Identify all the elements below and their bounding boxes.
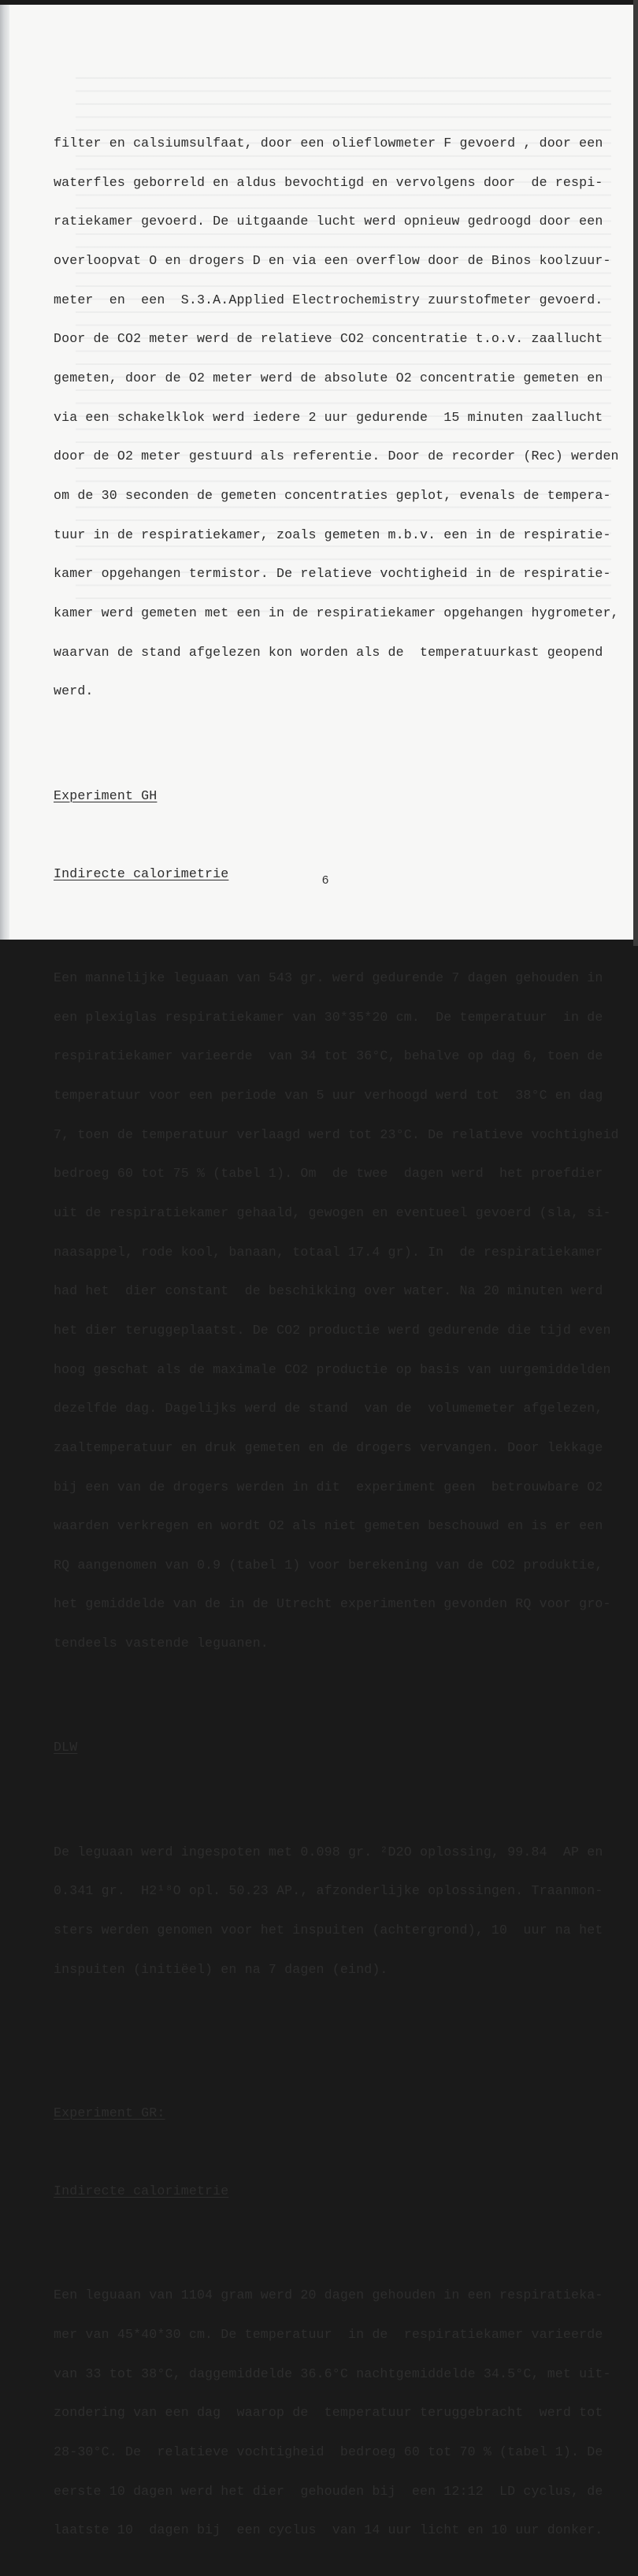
dlw-paragraph	[54, 1820, 621, 2003]
spacer	[54, 2146, 621, 2159]
text-line: eerste 10 dagen werd het dier gehouden bij een 12:12 LD cyclus, de	[54, 2483, 603, 2499]
text-line: waarden verkregen en wordt O2 als niet gemeten beschouwd en is er een	[54, 1518, 603, 1534]
text-line: 7, toen de temperatuur verlaagd werd tot 23°C. De relatieve vochtigheid	[54, 1126, 619, 1142]
section-heading-gh	[54, 787, 621, 803]
text-line: 0.341 gr. H2¹⁸O opl. 50.23 AP., afzonderlijke oplossingen. Traanmon-	[54, 1883, 603, 1899]
subheading-gr-calorimetry	[54, 2185, 621, 2198]
spacer	[54, 828, 621, 842]
text-line: had het dier constant de beschikking over water. Na 20 minuten werd	[54, 1283, 603, 1299]
text-line: tuur in de respiratiekamer, zoals gemeten m.b.v. een in de respiratie-	[54, 527, 611, 542]
text-line: Een mannelijke leguaan van 543 gr. werd gedurende 7 dagen gehouden in	[54, 970, 603, 986]
text-line: bij een van de drogers werden in dit experiment geen betrouwbare O2	[54, 1479, 603, 1495]
text-line: 28-30°C. De relatieve vochtigheid bedroeg 60 tot 70 % (tabel 1). De	[54, 2444, 603, 2459]
subheading-gh-calorimetry	[54, 865, 621, 881]
text-line: door de O2 meter gestuurd als referentie. Door de recorder (Rec) werden	[54, 449, 619, 464]
intro-paragraph	[54, 111, 621, 724]
spacer	[54, 2028, 621, 2042]
text-line: filter en calsiumsulfaat, door een olieflowmeter F gevoerd , door een	[54, 136, 603, 151]
text-line: om de 30 seconden de gemeten concentraties geplot, evenals de tempera-	[54, 487, 611, 503]
scan-border-right	[633, 0, 638, 946]
gr-paragraph	[54, 2263, 621, 2563]
section-heading-gr	[54, 2107, 621, 2120]
text-line: respiratiekamer varieerde van 34 tot 36°C, behalve op dag 6, toen de	[54, 1048, 603, 1064]
text-line: werd.	[54, 683, 94, 699]
text-line: waarvan de stand afgelezen kon worden als de temperatuurkast geopend	[54, 644, 603, 660]
heading-text: Experiment GH	[54, 787, 158, 803]
document-body	[54, 85, 621, 2576]
text-line: Door de CO2 meter werd de relatieve CO2 concentratie t.o.v. zaallucht	[54, 331, 603, 347]
text-line: overloopvat O en drogers D en via een overflow door de Binos koolzuur-	[54, 253, 611, 269]
text-line: een plexiglas respiratiekamer van 30*35*20 cm. De temperatuur in de	[54, 1009, 603, 1025]
text-line: tendeels vastende leguanen.	[54, 1636, 269, 1651]
text-line: hoog geschat als de maximale CO2 productie op basis van uurgemiddelden	[54, 1361, 611, 1377]
text-line: via een schakelklok werd iedere 2 uur gedurende 15 minuten zaallucht	[54, 409, 603, 425]
text-line: kamer opgehangen termistor. De relatieve vochtigheid in de respiratie-	[54, 566, 611, 582]
text-line: dezelfde dag. Dagelijks werd de stand van de volumemeter afgelezen,	[54, 1401, 603, 1416]
subheading-text: Indirecte calorimetrie	[54, 865, 229, 881]
subheading-text: Indirecte calorimetrie	[54, 2183, 229, 2199]
heading-text: DLW	[54, 1740, 78, 1755]
page-number: 6	[321, 873, 329, 887]
gh-paragraph	[54, 946, 621, 1677]
text-line: uit de respiratiekamer gehaald, gewogen en eventueel gevoerd (sla, si-	[54, 1205, 611, 1221]
text-line: De leguaan werd ingespoten met 0.098 gr. ²D2O oplossing, 99.84 AP en	[54, 1844, 603, 1859]
text-line: van 33 tot 38°C, daggemiddelde 36.6°C nachtgemiddelde 34.5°C, met uit-	[54, 2366, 611, 2381]
text-line: RQ aangenomen van 0.9 (tabel 1) voor berekening van de CO2 produktie,	[54, 1557, 603, 1573]
spacer	[54, 1703, 621, 1716]
text-line: laatste 10 dagen bij een cyclus van 14 uur licht en 10 uur donker.	[54, 2522, 603, 2538]
text-line: naasappel, rode kool, banaan, totaal 17.4 gr). In de respiratiekamer	[54, 1244, 603, 1260]
text-line: temperatuur voor een periode van 5 uur verhoogd werd tot 38°C en dag	[54, 1088, 603, 1104]
spacer	[54, 750, 621, 764]
spacer	[54, 2224, 621, 2238]
text-line: meter en een S.3.A.Applied Electrochemistry zuurstofmeter gevoerd.	[54, 292, 603, 307]
text-line: ratiekamer gevoerd. De uitgaande lucht werd opnieuw gedroogd door een	[54, 214, 603, 229]
text-line: kamer werd gemeten met een in de respiratiekamer opgehangen hygrometer,	[54, 605, 619, 620]
text-line: zondering van een dag waarop de temperatuur teruggebracht werd tot	[54, 2405, 603, 2421]
spacer	[54, 906, 621, 920]
text-line: zaaltemperatuur en druk gemeten en de drogers vervangen. Door lekkage	[54, 1439, 603, 1455]
text-line: waterfles geborreld en aldus bevochtigd en vervolgens door de respi-	[54, 174, 603, 190]
text-line: mer van 45*40*30 cm. De temperatuur in de respiratiekamer varieerde	[54, 2327, 603, 2343]
dlw-heading	[54, 1741, 621, 1755]
text-line: het gemiddelde van de in de Utrecht experimenten gevonden RQ voor gro-	[54, 1596, 611, 1612]
page-binding-edge	[0, 5, 9, 940]
text-line: Een leguaan van 1104 gram werd 20 dagen gehouden in een respiratieka-	[54, 2288, 603, 2303]
spacer	[54, 1781, 621, 1794]
spacer	[54, 2068, 621, 2081]
text-line: sters werden genomen voor het inspuiten (achtergrond), 10 uur na het	[54, 1923, 603, 1938]
text-line: gemeten, door de O2 meter werd de absolute O2 concentratie gemeten en	[54, 370, 603, 386]
text-line: inspuiten (initiëel) en na 7 dagen (eind).	[54, 1961, 388, 1977]
text-line: bedroeg 60 tot 75 % (tabel 1). Om de twee dagen werd het proefdier	[54, 1166, 603, 1182]
heading-text: Experiment GR:	[54, 2105, 165, 2120]
text-line: het dier teruggeplaatst. De CO2 productie werd gedurende die tijd even	[54, 1322, 611, 1338]
